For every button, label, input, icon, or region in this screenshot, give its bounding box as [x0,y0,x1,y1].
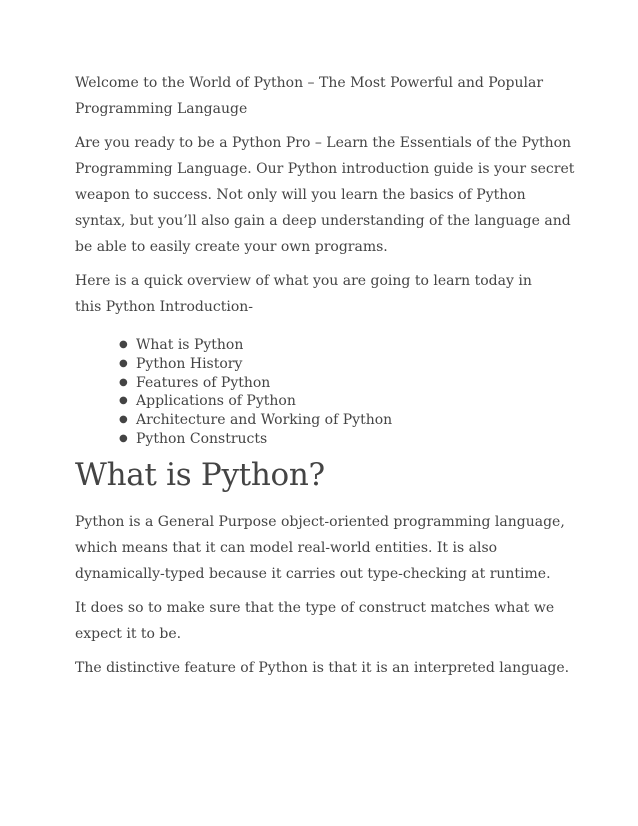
section-paragraph-3: The distinctive feature of Python is that it is an interpreted language. [75,659,570,676]
intro-title-line: Welcome to the World of Python – The Most Powerful and Popular Programming Langauge [75,75,544,117]
section-paragraph-1: Python is a General Purpose object-oriented programming language, which means that it can model real-world entities. It is also dynamically-typed because it carries out type-checking at runtime. [75,513,565,582]
overview-list [75,336,575,449]
list-item: ● Python Constructs [119,430,575,449]
intro-paragraph: Are you ready to be a Python Pro – Learn the Essentials of the Python Programming Language. Our Python introduction guide is your secret weapon to success. Not only will you learn the basics of Python syntax, but you’ll also gain a deep understanding of the language and be able to easily create your own programs. [75,135,575,255]
list-item: ● Architecture and Working of Python [119,411,575,430]
section-paragraph-2: It does so to make sure that the type of construct matches what we expect it to be. [75,599,555,642]
list-item: ● What is Python [119,336,575,355]
document-page [75,70,575,681]
list-item: ● Features of Python [119,374,575,393]
list-item: ● Python History [119,355,575,374]
list-item: ● Applications of Python [119,392,575,411]
section-heading: What is Python? [75,456,325,493]
overview-paragraph: Here is a quick overview of what you are going to learn today in this Python Introduction- [75,273,532,315]
